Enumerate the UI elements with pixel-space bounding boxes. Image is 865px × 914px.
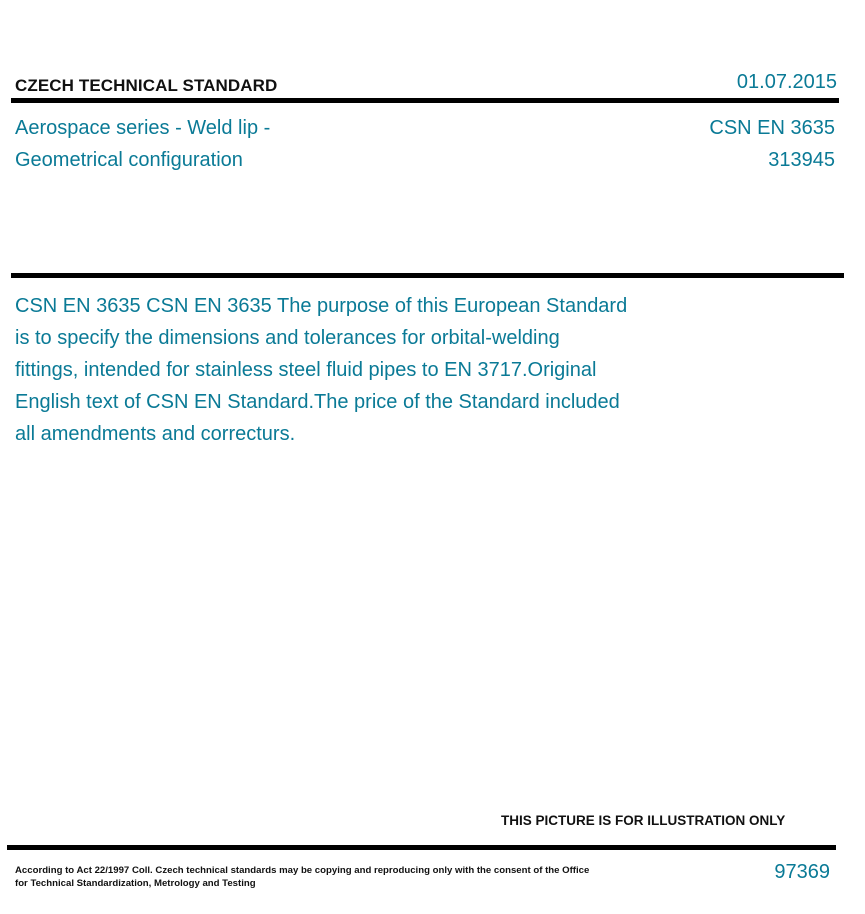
abstract-text: CSN EN 3635 CSN EN 3635 The purpose of this European Standard is to specify the dimensions and tolerances for orbital-welding fittings, intended for stainless steel fluid pipes to EN 3717.Original English text of CSN EN Standard.The price of the Standard included all amendments and correcturs.	[15, 295, 628, 445]
section-divider	[11, 273, 844, 278]
illustration-notice: THIS PICTURE IS FOR ILLUSTRATION ONLY	[501, 813, 786, 828]
standard-type-label: CZECH TECHNICAL STANDARD	[15, 76, 278, 95]
legal-notice-line-1: According to Act 22/1997 Coll. Czech technical standards may be copying and reproducing only with the consent of the Office	[15, 865, 590, 876]
standard-designation: CSN EN 3635	[709, 117, 835, 139]
catalog-number: 313945	[768, 149, 835, 171]
document-title-line-1: Aerospace series - Weld lip -	[15, 117, 271, 139]
document-title-line-2: Geometrical configuration	[15, 149, 243, 171]
document-number: 97369	[774, 861, 830, 883]
legal-notice	[15, 864, 615, 890]
legal-notice-line-2: for Technical Standardization, Metrology and Testing	[15, 878, 256, 889]
header-divider	[11, 98, 839, 103]
footer-divider	[7, 845, 836, 850]
publication-date: 01.07.2015	[736, 71, 837, 93]
